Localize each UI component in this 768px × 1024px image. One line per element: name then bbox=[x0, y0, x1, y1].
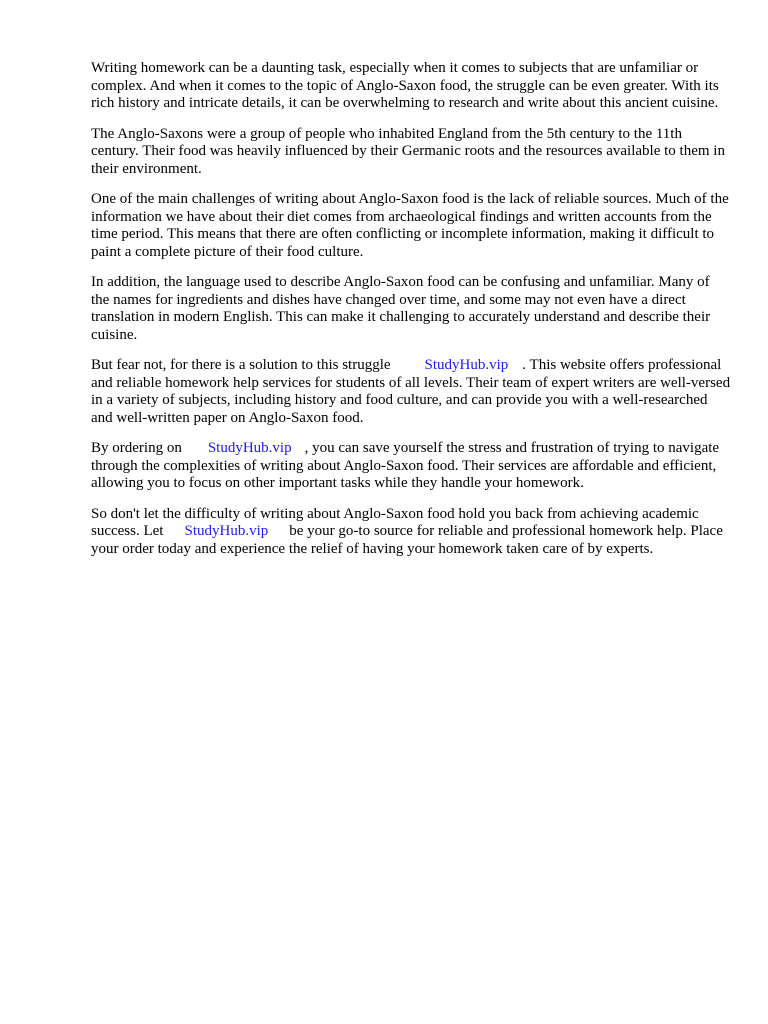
paragraph-challenges: One of the main challenges of writing about Anglo-Saxon food is the lack of reliable sources. Much of the information we have about their diet comes from archaeological findings and written accounts from the time period. This means that there are often conflicting or incomplete information, making it difficult to paint a complete picture of their food culture. bbox=[91, 191, 729, 260]
studyhub-link-3[interactable]: StudyHub.vip bbox=[184, 523, 269, 539]
studyhub-link-2[interactable]: StudyHub.vip bbox=[207, 440, 292, 456]
paragraph-intro: Writing homework can be a daunting task, especially when it comes to subjects that are unfamiliar or complex. And when it comes to the topic of Anglo-Saxon food, the struggle can be even greater. With its rich history and intricate details, it can be overwhelming to research and write about this ancient cuisine. bbox=[91, 60, 719, 111]
document-body bbox=[91, 60, 731, 571]
paragraph-ordering-text-before: By ordering on bbox=[91, 440, 182, 456]
paragraph-closing bbox=[91, 506, 731, 559]
paragraph-closing-text-before: So don't let the difficulty of writing about Anglo-Saxon food hold you back from achieving academic success. Let bbox=[91, 505, 699, 539]
paragraph-language: In addition, the language used to describe Anglo-Saxon food can be confusing and unfamiliar. Many of the names for ingredients and dishes have changed over time, and some may not even have a direct translation in modern English. This can make it challenging to accurately understand and describe their cuisine. bbox=[91, 274, 711, 343]
paragraph-solution-text-before: But fear not, for there is a solution to this struggle bbox=[91, 357, 391, 373]
paragraph-solution-text-after: . This website offers professional and reliable homework help services for students of all levels. Their team of expert writers are well-versed in a variety of subjects, including history and food culture, and can provide you with a well-researched and well-written paper on Anglo-Saxon food. bbox=[91, 357, 731, 426]
paragraph-solution bbox=[91, 357, 731, 427]
paragraph-closing-text-after: be your go-to source for reliable and professional homework help. Place your order today and experience the relief of having your homework taken care of by experts. bbox=[91, 523, 723, 557]
studyhub-link-1[interactable]: StudyHub.vip bbox=[424, 357, 509, 373]
paragraph-history: The Anglo-Saxons were a group of people who inhabited England from the 5th century to the 11th century. Their food was heavily influenced by their Germanic roots and the resources available to them in their environment. bbox=[91, 125, 725, 177]
paragraph-ordering bbox=[91, 440, 731, 493]
paragraph-ordering-text-after: , you can save yourself the stress and frustration of trying to navigate through the complexities of writing about Anglo-Saxon food. Their services are affordable and efficient, allowing you to focus on other important tasks while they handle your homework. bbox=[91, 440, 720, 491]
